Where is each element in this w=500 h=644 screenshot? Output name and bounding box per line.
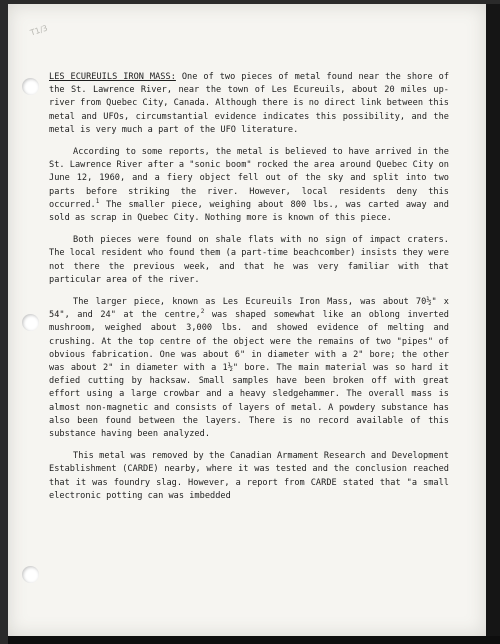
document-body xyxy=(49,71,449,512)
scan-edge-right xyxy=(486,4,500,636)
document-page xyxy=(8,4,486,636)
punch-hole-top xyxy=(22,78,39,95)
paragraph-2-text-b: The smaller piece, weighing about 800 lbs., was carted away and sold as scrap in Quebec City. Nothing more is known of this piece. xyxy=(49,199,449,224)
entry-heading: LES ECUREUILS IRON MASS: xyxy=(49,72,176,82)
paragraph-4 xyxy=(49,296,449,441)
paragraph-4-text-a: The larger piece, known as Les Ecureuils Iron Mass, was about 70½" x 54", and 24" at the centre, xyxy=(49,297,449,321)
paragraph-1 xyxy=(49,71,449,137)
margin-note: T1/3 xyxy=(29,23,49,38)
paragraph-1-text: One of two pieces of metal found near the shore of the St. Lawrence River, near the town of Les Ecureuils, about 20 miles up-river from Quebec City, Canada. Although there is no direct link between this metal and UFOs, circumstantial evidence indicates this possibility, and the metal is very much a part of the UFO literature. xyxy=(49,72,450,135)
paragraph-3: Both pieces were found on shale flats with no sign of impact craters. The local resident who found them (a part-time beachcomber) insists they were not there the previous week, and that he was very familiar with that particular area of the river. xyxy=(49,235,449,285)
paragraph-5: This metal was removed by the Canadian Armament Research and Development Establishment (CARDE) nearby, where it was tested and the conclusion reached that it was foundry slag. However, a report from CARDE stated that "a small electronic potting can was imbedded xyxy=(49,451,449,501)
footnote-ref-1: 1 xyxy=(95,197,100,205)
paragraph-2-text-a: According to some reports, the metal is believed to have arrived in the St. Lawrence River after a "sonic boom" rocked the area around Quebec City on June 12, 1960, and a fiery object fell out of the sky and split into two parts before striking the river. However, local residents deny this occurred. xyxy=(49,147,449,210)
punch-hole-middle xyxy=(22,314,39,331)
footnote-ref-2: 2 xyxy=(200,308,205,316)
scan-edge-bottom xyxy=(8,636,500,644)
paragraph-4-text-b: was shaped somewhat like an oblong inverted mushroom, weighed about 3,000 lbs. and showed evidence of melting and crushing. At the top centre of the object were the remains of two "pipes" of obvious fabrication. One was about 6" in diameter with a 2" bore; the other was about 2" in diameter with a 1½" bore. The main material was so hard it defied cutting by hacksaw. Small samples have been broken off with great effort using a large crowbar and a heavy sledgehammer. The overall mass is almost non-magnetic and consists of layers of metal. A powdery substance has also been found between the layers. There is no record available of this substance having been analyzed. xyxy=(49,310,450,440)
paragraph-2 xyxy=(49,146,449,225)
punch-hole-bottom xyxy=(22,566,39,583)
